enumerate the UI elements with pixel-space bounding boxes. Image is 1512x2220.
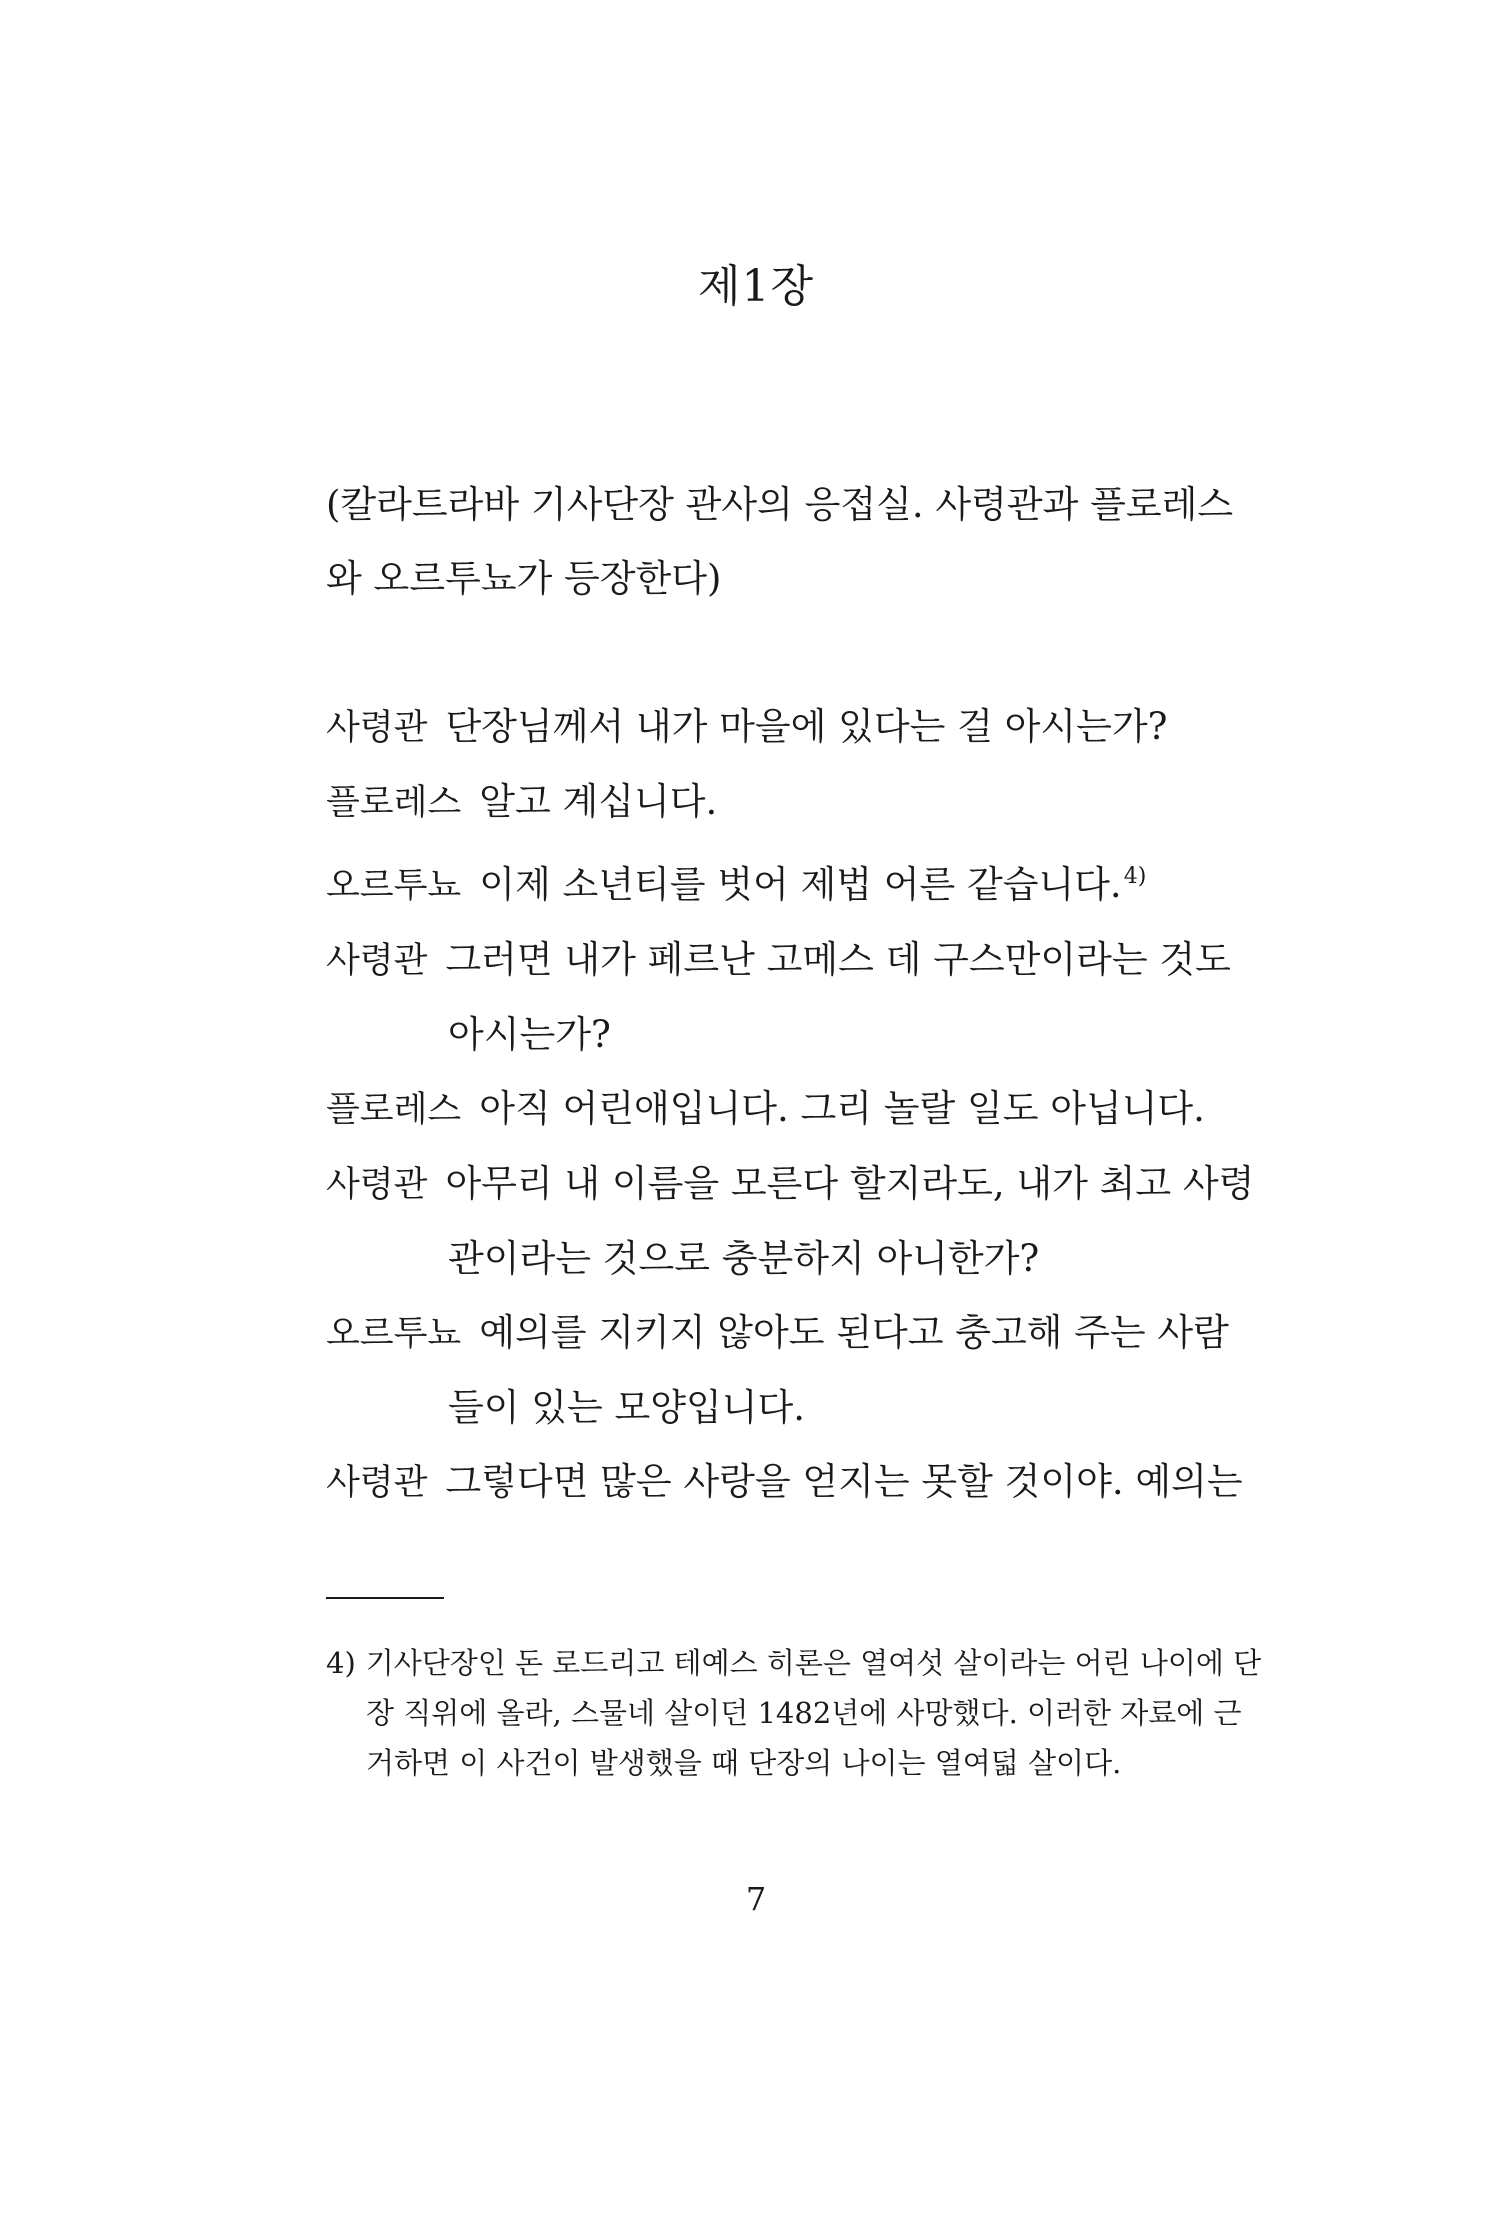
dialogue-line [326,690,1264,765]
chapter-title: 제1장 [697,261,814,312]
footnote-divider [326,1597,444,1599]
stage-direction: (칼라트라바 기사단장 관사의 응접실. 사령관과 플로레스와 오르투뇨가 등장한다) [326,483,1234,600]
dialogue-text: 단장님께서 내가 마을에 있다는 걸 아시는가? [445,705,1168,748]
dialogue-line [326,1445,1264,1520]
footnote [326,1638,1264,1788]
footnote-text: 기사단장인 돈 로드리고 테예스 히론은 열여섯 살이라는 어린 나이에 단장 직위에 올라, 스물네 살이던 1482년에 사망했다. 이러한 자료에 근거하면 이 사건이 발생했을 때 단장의 나이는 열여덟 살이다. [365,1646,1262,1780]
page-number: 7 [745,1880,767,1918]
speaker-name: 플로레스 [326,1090,462,1130]
dialogue-text: 아직 어린애입니다. 그리 놀랄 일도 아닙니다. [479,1087,1205,1130]
dialogue-line [326,1072,1264,1147]
dialogue-text: 알고 계십니다. [479,780,718,823]
footnote-number: 4) [326,1646,356,1680]
dialogue-text: 그렇다면 많은 사랑을 얻지는 못할 것이야. 예의는 [445,1460,1243,1503]
speaker-name: 사령관 [326,941,428,981]
dialogue-line [326,923,1264,1072]
dialogue-text: 이제 소년티를 벗어 제법 어른 같습니다. [479,863,1122,906]
dialogue-text: 아무리 내 이름을 모른다 할지라도, 내가 최고 사령관이라는 것으로 충분하지 아니한가? [445,1162,1255,1280]
dialogue-line [326,765,1264,840]
dialogue-line [326,1296,1264,1445]
speaker-name: 오르투뇨 [326,1314,462,1354]
speaker-name: 플로레스 [326,783,462,823]
footnote-reference[interactable]: 4) [1123,864,1147,889]
dialogue-text: 예의를 지키지 않아도 된다고 충고해 주는 사람들이 있는 모양입니다. [448,1311,1229,1429]
speaker-name: 사령관 [326,708,428,748]
dialogue-line [326,840,1264,923]
dialogue-list [326,690,1264,1520]
speaker-name: 사령관 [326,1463,428,1503]
speaker-name: 오르투뇨 [326,866,462,906]
dialogue-line [326,1147,1264,1296]
dialogue-text: 그러면 내가 페르난 고메스 데 구스만이라는 것도 아시는가? [445,938,1231,1056]
speaker-name: 사령관 [326,1165,428,1205]
